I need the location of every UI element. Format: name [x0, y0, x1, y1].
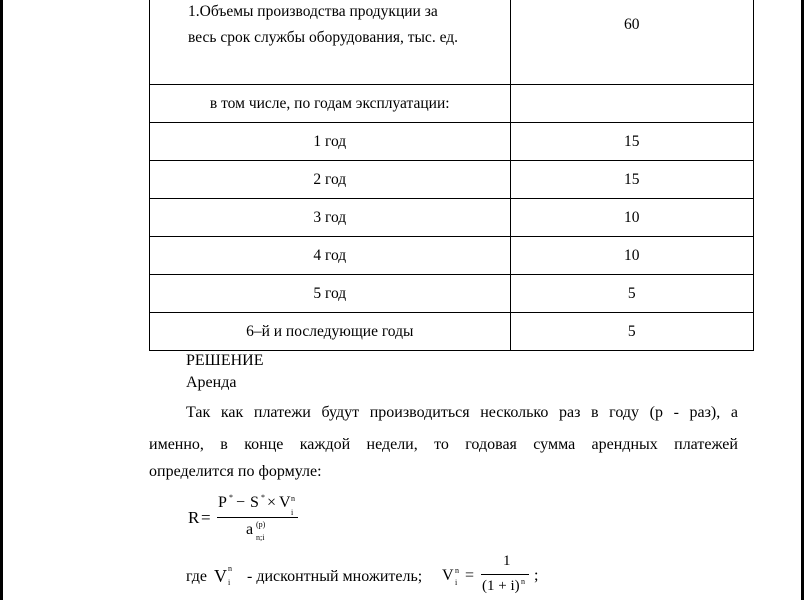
- formula-num-S: S: [250, 494, 259, 511]
- table-cell-value: 5: [510, 275, 753, 313]
- paragraph-line-3: определится по формуле:: [149, 463, 322, 480]
- table-cell-label: в том числе, по годам эксплуатации:: [150, 85, 511, 123]
- paragraph-word: именно,: [149, 436, 204, 453]
- table-cell-value: 15: [510, 161, 753, 199]
- paragraph-word: то: [434, 436, 449, 453]
- header-label-line1: 1.Объемы производства продукции за: [188, 3, 438, 20]
- where-den-sup: n: [521, 577, 525, 586]
- paragraph-word: -: [673, 404, 679, 421]
- formula-times: ×: [267, 494, 277, 511]
- formula-den-sup: (p): [256, 520, 266, 529]
- paragraph-word: как: [220, 404, 244, 421]
- formula-fraction-bar: [217, 517, 298, 518]
- formula-star-2: *: [261, 493, 265, 502]
- where-fraction-bar: [481, 574, 529, 575]
- paragraph-word: а: [730, 404, 738, 421]
- paragraph-word: арендных: [591, 436, 658, 453]
- paragraph-word: конце: [244, 436, 284, 453]
- table-row: [150, 85, 754, 123]
- paragraph-word: каждой: [299, 436, 351, 453]
- formula-num-V: V: [279, 494, 291, 511]
- paragraph-line-2: [149, 436, 738, 454]
- formula-num-P: P: [218, 494, 227, 511]
- table-cell-label: 4 год: [150, 237, 511, 275]
- formula-den-sub: n;i: [256, 533, 265, 542]
- solution-subheading: Аренда: [186, 374, 237, 391]
- where-V2-sub-i: i: [455, 578, 458, 587]
- paragraph-word: раз: [558, 404, 581, 421]
- formula-minus: −: [236, 494, 246, 511]
- paragraph-word: недели,: [366, 436, 418, 453]
- where-equals: =: [465, 567, 475, 584]
- production-table: [149, 0, 754, 351]
- table-cell-label: 6–й и последующие годы: [150, 313, 511, 351]
- where-V2: V: [442, 567, 454, 584]
- paragraph-word: будут: [321, 404, 360, 421]
- where-denominator: (1 + i): [482, 578, 520, 594]
- where-prefix: где: [186, 568, 208, 585]
- paragraph-word: (р: [649, 404, 663, 421]
- table-cell-label: [150, 0, 511, 85]
- where-sup-n: n: [228, 564, 232, 573]
- table-row: [150, 0, 754, 85]
- paragraph-word: раз),: [689, 404, 721, 421]
- table-row: [150, 161, 754, 199]
- formula-lhs: R: [188, 508, 200, 527]
- paragraph-word: году: [609, 404, 640, 421]
- paragraph-word: несколько: [480, 404, 549, 421]
- paragraph-line-1: [186, 404, 738, 422]
- where-tail: ;: [534, 567, 539, 584]
- table-cell-value: 60: [510, 0, 753, 85]
- table-row: [150, 199, 754, 237]
- paragraph-word: в: [220, 436, 228, 453]
- formula-den-a: a: [246, 521, 254, 538]
- formula-equals: =: [201, 508, 211, 527]
- formula-sub-i: i: [291, 508, 294, 517]
- formula-star-1: *: [229, 493, 233, 502]
- table-cell-label: 3 год: [150, 199, 511, 237]
- paragraph-word: сумма: [533, 436, 576, 453]
- table-cell-label: 1 год: [150, 123, 511, 161]
- paragraph-word: в: [591, 404, 599, 421]
- paragraph-word: Так: [186, 404, 211, 421]
- where-V2-sup-n: n: [455, 566, 459, 575]
- solution-heading: РЕШЕНИЕ: [186, 352, 264, 369]
- table-row: [150, 275, 754, 313]
- page-frame-left: [0, 0, 3, 600]
- header-label-line2: весь срок службы оборудования, тыс. ед.: [188, 29, 459, 46]
- table-cell-label: 5 год: [150, 275, 511, 313]
- table-cell-label: 2 год: [150, 161, 511, 199]
- where-sub-i: i: [228, 578, 231, 587]
- table-cell-value: 15: [510, 123, 753, 161]
- table-row: [150, 313, 754, 351]
- paragraph-word: производиться: [369, 404, 470, 421]
- table-cell-value: 10: [510, 199, 753, 237]
- paragraph-word: платежи: [253, 404, 311, 421]
- table-cell-value: 10: [510, 237, 753, 275]
- formula-sup-n: n: [291, 494, 295, 503]
- where-description: - дисконтный множитель;: [247, 568, 423, 585]
- where-numerator: 1: [503, 553, 511, 569]
- where-V: V: [214, 566, 227, 586]
- paragraph-word: годовая: [465, 436, 517, 453]
- table-row: [150, 237, 754, 275]
- paragraph-word: платежей: [674, 436, 738, 453]
- table-row: [150, 123, 754, 161]
- table-cell-value: 5: [510, 313, 753, 351]
- table-cell-value: [510, 85, 753, 123]
